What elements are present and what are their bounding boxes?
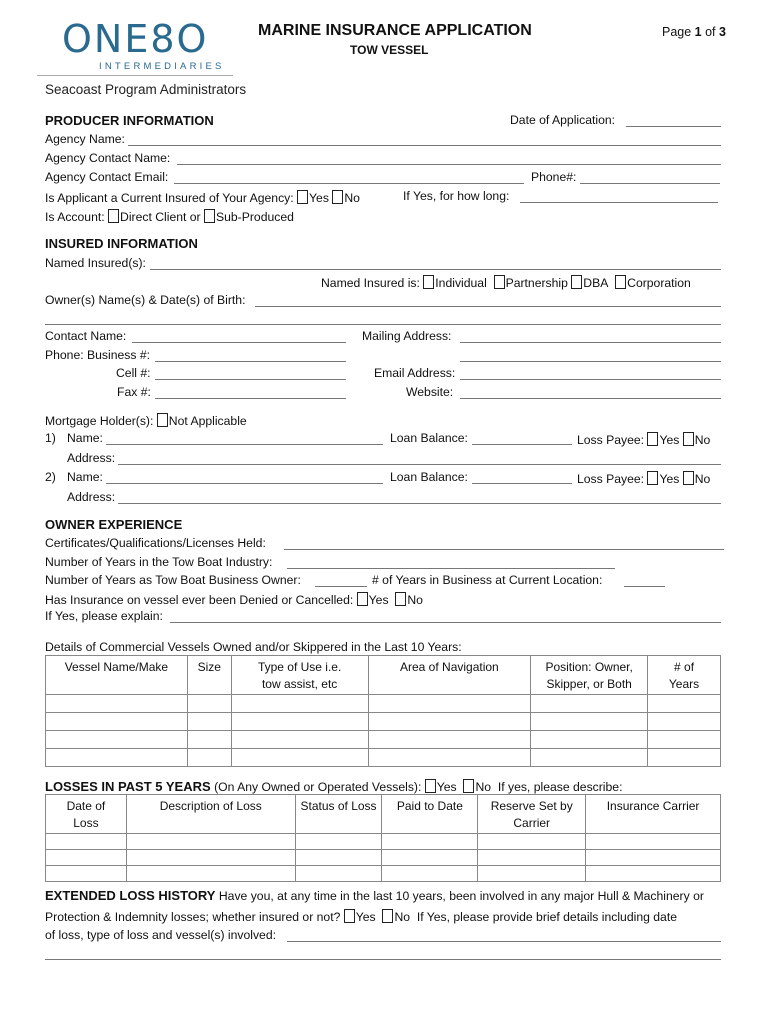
partnership-checkbox[interactable] [494, 275, 505, 289]
vessels-table [45, 655, 721, 767]
mortgage-2-loan-balance-field[interactable] [472, 483, 572, 484]
mortgage-2-loan-balance-label: Loan Balance: [390, 470, 468, 484]
named-insureds-field[interactable] [150, 269, 721, 270]
col-date-of-loss: Date of Loss [46, 795, 127, 834]
table-row[interactable] [46, 834, 721, 850]
vessel-details-label: Details of Commercial Vessels Owned and/or Skippered in the Last 10 Years: [45, 640, 462, 654]
certificates-field[interactable] [284, 549, 724, 550]
not-applicable-checkbox[interactable] [157, 413, 168, 427]
direct-client-checkbox[interactable] [108, 209, 119, 223]
current-insured-question: Is Applicant a Current Insured of Your Agency: Yes No [45, 191, 360, 205]
contact-name-field[interactable] [132, 342, 346, 343]
mortgage-holders-row: Mortgage Holder(s): Not Applicable [45, 414, 247, 428]
extended-details-field-2[interactable] [45, 959, 721, 960]
mortgage-1-loss-payee-yes-checkbox[interactable] [647, 432, 658, 446]
logo-subtitle: INTERMEDIARIES [99, 61, 225, 72]
program-administrator: Seacoast Program Administrators [45, 82, 247, 97]
cell-field[interactable] [155, 379, 346, 380]
col-years: # of Years [648, 656, 721, 695]
denied-question: Has Insurance on vessel ever been Denied or Cancelled: Yes No [45, 593, 423, 607]
page-subtitle: TOW VESSEL [350, 43, 429, 57]
agency-contact-email-field[interactable] [174, 183, 524, 184]
mortgage-2-name-label: Name: [67, 470, 103, 484]
mailing-address-label: Mailing Address: [362, 329, 452, 343]
extended-line-1: EXTENDED LOSS HISTORY Have you, at any time in the last 10 years, been involved in any major Hull & Machinery or [45, 888, 704, 903]
years-location-label: # of Years in Business at Current Location: [372, 573, 603, 587]
losses-table-header [46, 795, 721, 834]
phone-business-field[interactable] [155, 361, 346, 362]
mortgage-1-loan-balance-label: Loan Balance: [390, 431, 468, 445]
phone-business-label: Phone: Business #: [45, 348, 151, 362]
losses-no-checkbox[interactable] [463, 779, 474, 793]
col-vessel-name: Vessel Name/Make [46, 656, 188, 695]
col-area-of-navigation: Area of Navigation [368, 656, 531, 695]
contact-name-label: Contact Name: [45, 329, 127, 343]
email-address-field[interactable] [460, 379, 721, 380]
dba-checkbox[interactable] [571, 275, 582, 289]
denied-no-checkbox[interactable] [395, 592, 406, 606]
years-owner-label: Number of Years as Tow Boat Business Owner: [45, 573, 301, 587]
owners-field[interactable] [255, 306, 721, 307]
extended-line-3-label: of loss, type of loss and vessel(s) involved: [45, 928, 276, 942]
years-industry-field[interactable] [287, 568, 615, 569]
extended-yes-checkbox[interactable] [344, 909, 355, 923]
explain-label: If Yes, please explain: [45, 609, 163, 623]
mortgage-2-loss-payee: Loss Payee: Yes No [577, 472, 711, 486]
table-row[interactable] [46, 695, 721, 713]
table-row[interactable] [46, 749, 721, 767]
current-insured-no-checkbox[interactable] [332, 190, 343, 204]
mortgage-1-name-field[interactable] [106, 444, 383, 445]
extended-no-checkbox[interactable] [382, 909, 393, 923]
losses-yes-checkbox[interactable] [425, 779, 436, 793]
col-paid-to-date: Paid to Date [382, 795, 478, 834]
how-long-field[interactable] [520, 202, 718, 203]
losses-table [45, 794, 721, 882]
mortgage-2-address-field[interactable] [118, 503, 721, 504]
losses-row: LOSSES IN PAST 5 YEARS (On Any Owned or Operated Vessels): Yes No If yes, please describe: [45, 779, 623, 794]
corporation-checkbox[interactable] [615, 275, 626, 289]
col-description: Description of Loss [126, 795, 295, 834]
table-row[interactable] [46, 731, 721, 749]
mortgage-1-number: 1) [45, 431, 56, 445]
mortgage-2-number: 2) [45, 470, 56, 484]
years-owner-field[interactable] [315, 586, 367, 587]
logo-divider [37, 75, 233, 76]
logo-wordmark: ONE8O [62, 17, 209, 61]
vessels-table-header [46, 656, 721, 695]
certificates-label: Certificates/Qualifications/Licenses Held: [45, 536, 266, 550]
owner-experience-heading: OWNER EXPERIENCE [45, 517, 183, 532]
mortgage-1-address-field[interactable] [118, 464, 721, 465]
mortgage-1-loss-payee: Loss Payee: Yes No [577, 433, 711, 447]
agency-name-label: Agency Name: [45, 132, 125, 146]
agency-contact-name-field[interactable] [177, 164, 721, 165]
individual-checkbox[interactable] [423, 275, 434, 289]
producer-heading: PRODUCER INFORMATION [45, 113, 214, 128]
sub-produced-checkbox[interactable] [204, 209, 215, 223]
mortgage-1-loss-payee-no-checkbox[interactable] [683, 432, 694, 446]
col-reserve: Reserve Set by Carrier [478, 795, 586, 834]
table-row[interactable] [46, 866, 721, 882]
how-long-label: If Yes, for how long: [403, 189, 510, 203]
years-location-field[interactable] [624, 586, 665, 587]
mortgage-2-name-field[interactable] [106, 483, 383, 484]
agency-contact-name-label: Agency Contact Name: [45, 151, 171, 165]
date-of-application-label: Date of Application: [510, 113, 616, 127]
is-account-question: Is Account: Direct Client or Sub-Produced [45, 210, 294, 224]
owners-field-2[interactable] [45, 324, 721, 325]
website-field[interactable] [460, 398, 721, 399]
mortgage-1-name-label: Name: [67, 431, 103, 445]
website-label: Website: [406, 385, 454, 399]
col-carrier: Insurance Carrier [586, 795, 721, 834]
agency-name-field[interactable] [128, 145, 721, 146]
mortgage-2-address-label: Address: [67, 490, 116, 504]
email-address-label: Email Address: [374, 366, 456, 380]
explain-field[interactable] [170, 622, 721, 623]
fax-field[interactable] [155, 398, 346, 399]
named-insureds-label: Named Insured(s): [45, 256, 146, 270]
named-insured-type: Named Insured is: Individual Partnership DBA Corporation [321, 276, 691, 290]
extended-details-field[interactable] [287, 941, 721, 942]
current-insured-yes-checkbox[interactable] [297, 190, 308, 204]
fax-label: Fax #: [117, 385, 151, 399]
owners-label: Owner(s) Name(s) & Date(s) of Birth: [45, 293, 246, 307]
date-of-application-field[interactable] [626, 126, 721, 127]
cell-label: Cell #: [116, 366, 151, 380]
mortgage-1-loan-balance-field[interactable] [472, 444, 572, 445]
table-row[interactable] [46, 850, 721, 866]
mortgage-2-loss-payee-no-checkbox[interactable] [683, 471, 694, 485]
phone-label: Phone#: [531, 170, 577, 184]
page-title: MARINE INSURANCE APPLICATION [258, 22, 532, 39]
agency-contact-email-label: Agency Contact Email: [45, 170, 169, 184]
col-status: Status of Loss [295, 795, 382, 834]
col-size: Size [187, 656, 231, 695]
table-row[interactable] [46, 713, 721, 731]
col-type-of-use: Type of Use i.e. tow assist, etc [231, 656, 368, 695]
mailing-address-field-2[interactable] [460, 361, 721, 362]
phone-field[interactable] [580, 183, 720, 184]
mortgage-1-address-label: Address: [67, 451, 116, 465]
extended-line-2: Protection & Indemnity losses; whether insured or not? Yes No If Yes, please provide brief details including date [45, 910, 677, 924]
years-industry-label: Number of Years in the Tow Boat Industry: [45, 555, 273, 569]
col-position: Position: Owner, Skipper, or Both [531, 656, 648, 695]
mailing-address-field[interactable] [460, 342, 721, 343]
insured-heading: INSURED INFORMATION [45, 236, 198, 251]
denied-yes-checkbox[interactable] [357, 592, 368, 606]
page-number: Page 1 of 3 [662, 25, 726, 39]
mortgage-2-loss-payee-yes-checkbox[interactable] [647, 471, 658, 485]
